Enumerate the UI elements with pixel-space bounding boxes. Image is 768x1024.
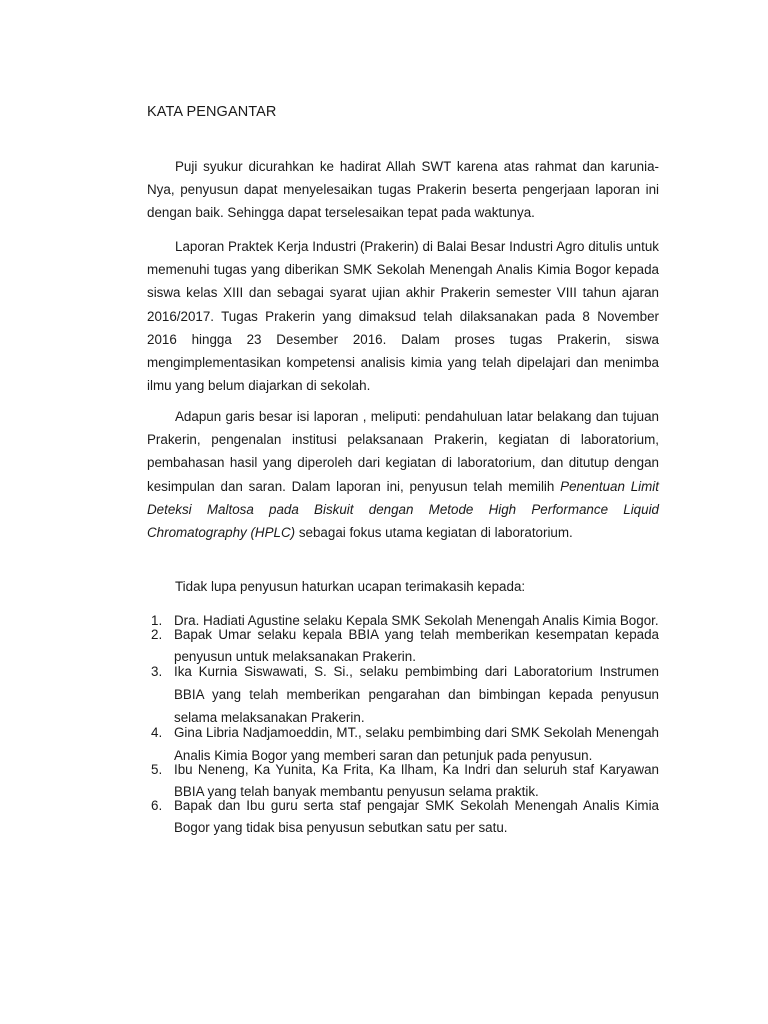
paragraph-3-text bbox=[147, 405, 659, 544]
list-item-text: Bapak dan Ibu guru serta staf pengajar SMK Sekolah Menengah Analis Kimia Bogor yang tidak bisa penyusun sebutkan satu per satu. bbox=[174, 798, 659, 835]
paragraph-2 bbox=[147, 235, 659, 397]
list-item-number: 5. bbox=[151, 762, 163, 777]
acknowledgement-list bbox=[147, 610, 659, 835]
paragraph-1 bbox=[147, 155, 659, 225]
paragraph-3-tail: sebagai fokus utama kegiatan di laboratorium. bbox=[295, 525, 573, 541]
list-item-text: Ika Kurnia Siswawati, S. Si., selaku pembimbing dari Laboratorium Instrumen BBIA yang telah memberikan pengarahan dan bimbingan kepada penyusun selama melaksanakan Prakerin. bbox=[174, 664, 659, 725]
list-item-text: Dra. Hadiati Agustine selaku Kepala SMK Sekolah Menengah Analis Kimia Bogor. bbox=[174, 613, 659, 628]
paragraph-4 bbox=[147, 575, 659, 598]
paragraph-3-report-title: Penentuan Limit Deteksi Maltosa pada Biskuit dengan Metode High Performance Liquid Chromatography (HPLC) bbox=[147, 478, 660, 541]
list-item-number: 6. bbox=[151, 798, 163, 813]
paragraph-1-text: Puji syukur dicurahkan ke hadirat Allah SWT karena atas rahmat dan karunia-Nya, penyusun dapat menyelesaikan tugas Prakerin beserta pengerjaan laporan ini dengan baik. Sehingga dapat terselesaikan tepat pada waktunya. bbox=[147, 159, 659, 221]
list-item-number: 2. bbox=[151, 627, 163, 642]
paragraph-3-lead: Adapun garis besar isi laporan , meliputi: pendahuluan latar belakang dan tujuan Prakerin, pengenalan institusi pelaksanaan Prakerin, kegiatan di laboratorium, pembahasan hasil yang diperoleh dari kegiatan di laboratorium, dan ditutup dengan kesimpulan dan saran. Dalam laporan ini, penyusun telah memilih bbox=[147, 409, 659, 494]
list-item-text: Gina Libria Nadjamoeddin, MT., selaku pembimbing dari SMK Sekolah Menengah Analis Kimia Bogor yang memberi saran dan petunjuk pada penyusun. bbox=[174, 725, 659, 763]
paragraph-4-text: Tidak lupa penyusun haturkan ucapan terimakasih kepada: bbox=[175, 579, 526, 594]
list-item-number: 1. bbox=[151, 613, 163, 628]
list-item bbox=[147, 795, 659, 839]
page-title: KATA PENGANTAR bbox=[147, 104, 277, 120]
list-item bbox=[147, 660, 659, 729]
list-item-number: 4. bbox=[151, 725, 163, 740]
paragraph-2-text: Laporan Praktek Kerja Industri (Prakerin) di Balai Besar Industri Agro ditulis untuk memenuhi tugas yang diberikan SMK Sekolah Menengah Analis Kimia Bogor kepada siswa kelas XIII dan sebagai syarat ujian akhir Prakerin semester VIII tahun ajaran 2016/2017. Tugas Prakerin yang dimaksud telah dilaksanakan pada 8 November 2016 hingga 23 Desember 2016. Dalam proses tugas Prakerin, siswa mengimplementasikan kompetensi analisis kimia yang telah dipelajari dan menimba ilmu yang belum diajarkan di sekolah. bbox=[147, 239, 659, 394]
list-item-number: 3. bbox=[151, 664, 163, 679]
list-item-text: Bapak Umar selaku kepala BBIA yang telah memberikan kesempatan kepada penyusun untuk melaksanakan Prakerin. bbox=[174, 627, 659, 664]
paragraph-3 bbox=[147, 405, 659, 544]
list-item-text: Ibu Neneng, Ka Yunita, Ka Frita, Ka Ilham, Ka Indri dan seluruh staf Karyawan BBIA yang telah banyak membantu penyusun selama praktik. bbox=[174, 762, 659, 799]
